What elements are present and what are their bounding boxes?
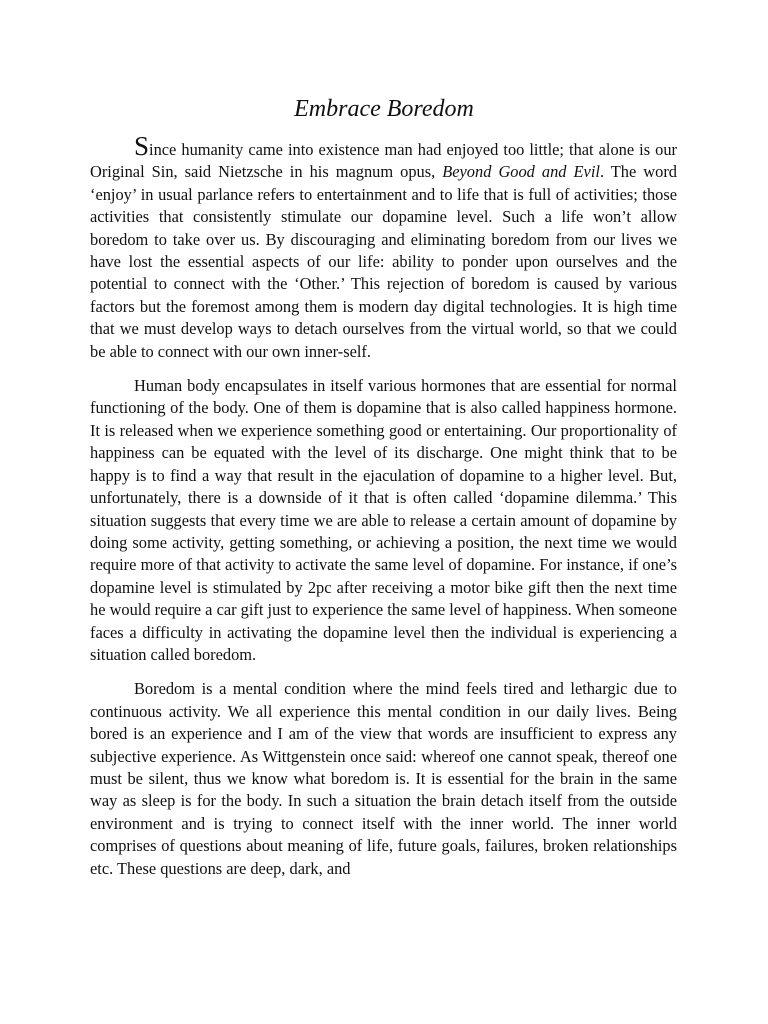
paragraph-2: Human body encapsulates in itself various hormones that are essential for normal functioning of the body. One of them is dopamine that is also called happiness hormone. It is released when we experience something good or entertaining. Our proportionality of happiness can be equated with the level of its discharge. One might think that to be happy is to find a way that result in the ejaculation of dopamine to a higher level. But, unfortunately, there is a downside of it that is often called ‘dopamine dilemma.’ This situation suggests that every time we are able to release a certain amount of dopamine by doing some activity, getting something, or achieving a position, the next time we would require more of that activity to activate the same level of dopamine. For instance, if one’s dopamine level is stimulated by 2pc after receiving a motor bike gift then the next time he would require a car gift just to experience the same level of happiness. When someone faces a difficulty in activating the dopamine level then the individual is experiencing a situation called boredom.: [90, 376, 677, 664]
paragraph-1: [90, 131, 677, 363]
paragraph-1-lead: ince humanity came into existence man had enjoyed too little; that alone is our Original Sin, said Nietzsche in his magnum opus,: [90, 140, 677, 182]
book-title: Beyond Good and Evil: [442, 162, 600, 182]
paragraph-1-rest: . The word ‘enjoy’ in usual parlance refers to entertainment and to life that is full of activities; those activities that consistently stimulate our dopamine level. Such a life won’t allow boredom to take over us. By discouraging and eliminating boredom from our lives we have lost the essential aspects of our life: ability to ponder upon ourselves and the potential to connect with the ‘Other.’ This rejection of boredom is caused by various factors but the foremost among them is modern day digital technologies. It is high time that we must develop ways to detach ourselves from the virtual world, so that we could be able to connect with our own inner-self.: [90, 162, 677, 361]
document-title: Embrace Boredom: [294, 96, 474, 122]
paragraph-3: Boredom is a mental condition where the mind feels tired and lethargic due to continuous activity. We all experience this mental condition in our daily lives. Being bored is an experience and I am of the view that words are insufficient to express any subjective experience. As Wittgenstein once said: whereof one cannot speak, thereof one must be silent, thus we know what boredom is. It is essential for the brain in the same way as sleep is for the body. In such a situation the brain detach itself from the outside environment and is trying to connect itself with the inner world. The inner world comprises of questions about meaning of life, future goals, failures, broken relationships etc. These questions are deep, dark, and: [90, 679, 677, 878]
drop-cap-initial: S: [134, 131, 150, 161]
document-body: [90, 131, 677, 892]
